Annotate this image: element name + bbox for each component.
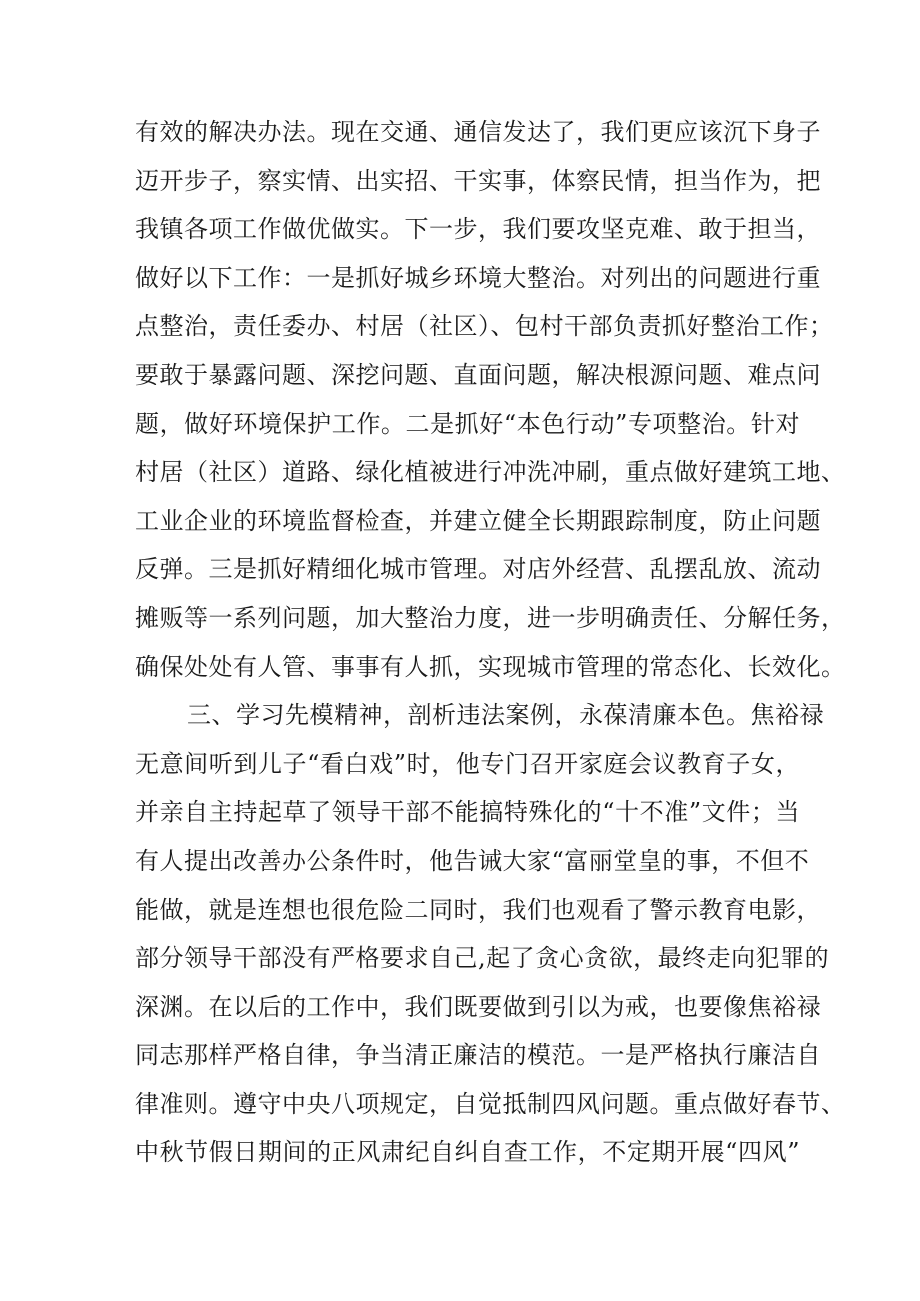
text-line: 深渊。在以后的工作中，我们既要做到引以为戒，也要像焦裕禄 — [135, 992, 821, 1021]
text-line: 中秋节假日期间的正风肃纪自纠自查工作，不定期开展“四风” — [135, 1138, 800, 1167]
text-line: 点整治，责任委办、村居（社区）、包村干部负责抓好整治工作； — [135, 312, 834, 341]
text-line: 无意间听到儿子“看白戏”时，他专门召开家庭会议教育子女， — [135, 749, 800, 778]
section-heading-line: 三、学习先模精神，剖析违法案例，永葆清廉本色。焦裕禄 — [187, 701, 824, 730]
text-line: 确保处处有人管、事事有人抓，实现城市管理的常态化、长效化。 — [135, 652, 846, 681]
text-line: 律准则。遵守中央八项规定，自觉抵制四风问题。重点做好春节、 — [135, 1089, 846, 1118]
text-line: 同志那样严格自律，争当清正廉洁的模范。一是严格执行廉洁自 — [135, 1041, 821, 1070]
text-line: 并亲自主持起草了领导干部不能搞特殊化的“十不准”文件；当 — [135, 798, 800, 827]
text-line: 能做，就是连想也很危险二同时，我们也观看了警示教育电影， — [135, 895, 821, 924]
text-line: 要敢于暴露问题、深挖问题、直面问题，解决根源问题、难点问 — [135, 360, 821, 389]
text-line: 工业企业的环境监督检查，并建立健全长期跟踪制度，防止问题 — [135, 506, 821, 535]
paragraph-2 — [135, 691, 846, 1177]
text-line: 我镇各项工作做优做实。下一步，我们要攻坚克难、敢于担当， — [135, 215, 821, 244]
text-line: 做好以下工作：一是抓好城乡环境大整治。对列出的问题进行重 — [135, 263, 821, 292]
paragraph-1 — [135, 108, 846, 691]
text-line: 部分领导干部没有严格要求自己,起了贪心贪欲，最终走向犯罪的 — [135, 944, 830, 973]
text-line: 题，做好环境保护工作。二是抓好“本色行动”专项整治。针对 — [135, 409, 800, 438]
text-line: 有人提出改善办公条件时，他告诫大家“富丽堂皇的事，不但不 — [135, 846, 810, 875]
text-line: 摊贩等一系列问题，加大整治力度，进一步明确责任、分解任务， — [135, 603, 846, 632]
text-line: 迈开步子，察实情、出实招、干实事，体察民情，担当作为，把 — [135, 166, 821, 195]
text-line: 反弹。三是抓好精细化城市管理。对店外经营、乱摆乱放、流动 — [135, 555, 821, 584]
text-line: 村居（社区）道路、绿化植被进行冲洗冲刷，重点做好建筑工地、 — [135, 458, 846, 487]
text-line: 有效的解决办法。现在交通、通信发达了，我们更应该沉下身子 — [135, 118, 821, 146]
document-body — [135, 108, 846, 1177]
